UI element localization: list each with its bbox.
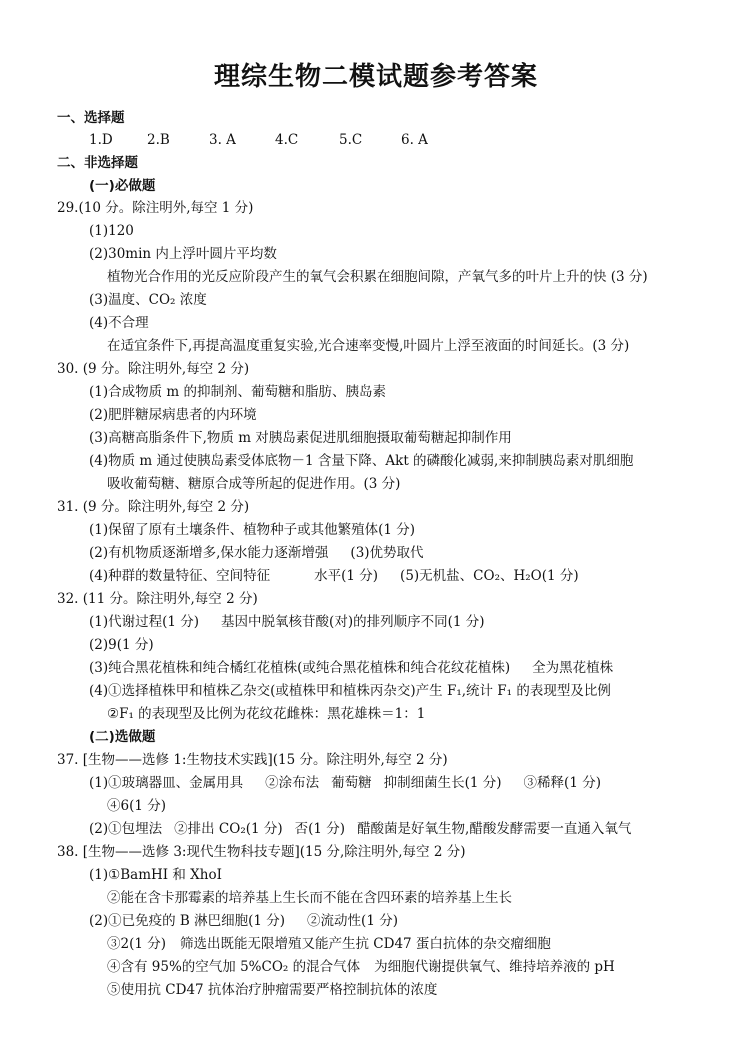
q31-answer-4a: (4)种群的数量特征、空间特征 [89,568,271,584]
choice-answer-4: 4.C [275,132,299,148]
q32-answer-3b: 全为黑花植株 [532,660,614,676]
q38-answer-1-cont: ②能在含卡那霉素的培养基上生长而不能在含四环素的培养基上生长 [107,890,512,906]
q37-answer-2d: 醋酸菌是好氧生物,醋酸发酵需要一直通入氧气 [357,821,632,837]
section-nonchoice-heading: 二、非选择题 [57,155,138,171]
q29-answer-2-explanation: 植物光合作用的光反应阶段产生的氧气会积累在细胞间隙，产氧气多的叶片上升的快 (3 分) [107,269,648,285]
optional-heading: (二)选做题 [89,729,156,745]
q31-answer-1: (1)保留了原有土壤条件、植物种子或其他繁殖体(1 分) [89,522,416,538]
q29-heading: 29.(10 分。除注明外,每空 1 分) [57,200,254,216]
q37-answer-1e: ③稀释(1 分) [523,775,601,791]
page-title: 理综生物二模试题参考答案 [213,62,538,92]
q38-answer-1: (1)①BamHI 和 XhoI [89,867,222,883]
q31-answer-2: (2)有机物质逐渐增多,保水能力逐渐增强 [89,545,329,561]
q29-answer-4: (4)不合理 [89,315,149,331]
q37-heading: 37. [生物——选修 1:生物技术实践](15 分。除注明外,每空 2 分) [57,752,448,768]
q30-heading: 30. (9 分。除注明外,每空 2 分) [57,361,250,377]
q31-answer-5: (5)无机盐、CO₂、H₂O(1 分) [400,568,579,584]
q37-answer-1d: 抑制细菌生长(1 分) [383,775,502,791]
q37-answer-2b: ②排出 CO₂(1 分) [174,821,283,837]
q32-answer-4-cont: ②F₁ 的表现型及比例为花纹花雌株：黑花雄株＝1：1 [107,706,426,722]
q31-answer-4-5 [89,567,579,585]
q31-heading: 31. (9 分。除注明外,每空 2 分) [57,499,250,515]
q32-heading: 32. (11 分。除注明外,每空 2 分) [57,591,258,607]
q32-answer-1a: (1)代谢过程(1 分) [89,614,200,630]
q38-answer-2-part3 [107,935,551,953]
q30-answer-3: (3)高糖高脂条件下,物质 m 对胰岛素促进肌细胞摄取葡萄糖起抑制作用 [89,430,512,446]
q32-answer-3a: (3)纯合黑花植株和纯合橘红花植株(或纯合黑花植株和纯合花纹花植株) [89,660,511,676]
choice-answer-6: 6. A [401,132,428,148]
q32-answer-1 [89,613,485,631]
q32-answer-2: (2)9(1 分) [89,637,154,653]
choice-answers-row [89,131,428,149]
q38-answer-2e: ④含有 95%的空气加 5%CO₂ 的混合气体 [107,959,361,975]
q38-answer-2-part5: ⑤使用抗 CD47 抗体治疗肿瘤需要严格控制抗体的浓度 [107,982,438,998]
q38-answer-2c: ③2(1 分) [107,936,167,952]
q37-answer-1c: 葡萄糖 [331,775,372,791]
q29-answer-2: (2)30min 内上浮叶圆片平均数 [89,246,277,262]
q37-answer-1 [89,774,601,792]
q38-answer-2b: ②流动性(1 分) [307,913,398,929]
section-choice-heading: 一、选择题 [57,110,125,126]
q32-answer-3 [89,659,613,677]
q37-answer-2 [89,820,631,838]
q30-answer-4-cont: 吸收葡萄糖、糖原合成等所起的促进作用。(3 分) [107,476,401,492]
q29-answer-4-explanation: 在适宜条件下,再提高温度重复实验,光合速率变慢,叶圆片上浮至液面的时间延长。(3 分) [107,338,630,354]
choice-answer-3: 3. A [209,132,236,148]
q38-answer-2d: 筛选出既能无限增殖又能产生抗 CD47 蛋白抗体的杂交瘤细胞 [180,936,551,952]
q38-answer-2-part4 [107,958,615,976]
q30-answer-4: (4)物质 m 通过使胰岛素受体底物－1 含量下降、Akt 的磷酸化减弱,来抑制胰岛素对肌细胞 [89,453,634,469]
q31-answer-3: (3)优势取代 [350,545,424,561]
q37-answer-2c: 否(1 分) [294,821,346,837]
q31-answer-4b: 水平(1 分) [314,568,379,584]
q32-answer-4: (4)①选择植株甲和植株乙杂交(或植株甲和植株丙杂交)产生 F₁,统计 F₁ 的表现型及比例 [89,683,611,699]
q31-answer-2-3 [89,544,424,562]
q38-answer-2a: (2)①已免疫的 B 淋巴细胞(1 分) [89,913,286,929]
q30-answer-1: (1)合成物质 m 的抑制剂、葡萄糖和脂肪、胰岛素 [89,384,387,400]
q37-answer-1-cont: ④6(1 分) [107,798,167,814]
q37-answer-2a: (2)①包埋法 [89,821,163,837]
q38-answer-2 [89,912,398,930]
q30-answer-2: (2)肥胖糖尿病患者的内环境 [89,407,257,423]
choice-answer-2: 2.B [147,132,170,148]
choice-answer-5: 5.C [339,132,363,148]
required-heading: (一)必做题 [89,178,156,194]
q38-heading: 38. [生物——选修 3:现代生物科技专题](15 分,除注明外,每空 2 分) [57,844,466,860]
q37-answer-1a: (1)①玻璃器皿、金属用具 [89,775,244,791]
q38-answer-2f: 为细胞代谢提供氧气、维持培养液的 pH [374,959,615,975]
choice-answer-1: 1.D [89,132,113,148]
q32-answer-1b: 基因中脱氧核苷酸(对)的排列顺序不同(1 分) [221,614,485,630]
q29-answer-1: (1)120 [89,223,134,239]
q37-answer-1b: ②涂布法 [265,775,320,791]
q29-answer-3: (3)温度、CO₂ 浓度 [89,292,207,308]
